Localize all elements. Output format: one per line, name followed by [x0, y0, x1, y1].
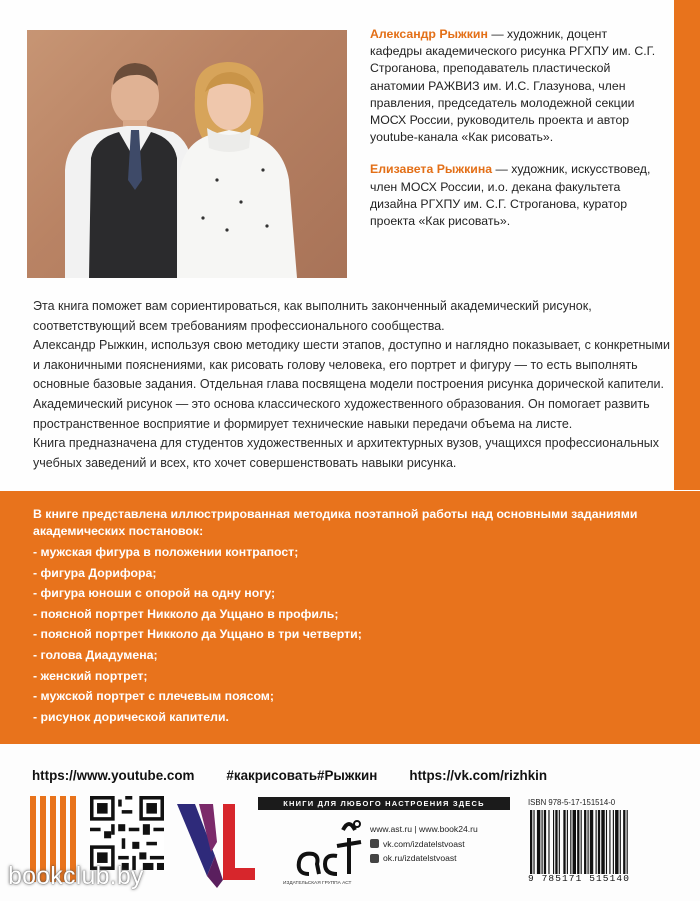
features-list — [33, 542, 362, 727]
watermark-logo: bookclub.by — [8, 862, 144, 890]
ok-publisher-link[interactable]: ok.ru/izdatelstvoast — [383, 853, 457, 863]
vk-link[interactable]: https://vk.com/rizhkin — [409, 768, 548, 783]
author2-text: — художник, искусствовед, член МОСХ России, и.о. декана факультета дизайна РГХПУ им. С.Г. Строганова, куратор проекта «Как рисовать». — [370, 162, 651, 229]
websites-text[interactable]: www.ast.ru | www.book24.ru — [370, 824, 478, 834]
publisher-contacts — [370, 822, 478, 866]
ok-row — [370, 851, 478, 866]
description-line: и лаконичными пояснениями, как рисовать голову человека, его портрет и фигуру — то есть выполнять — [33, 357, 638, 372]
features-panel — [0, 491, 700, 744]
authors-photo — [27, 30, 347, 278]
description-line: пространственное восприятие и формирует технические навыки передачи объема на листе. — [33, 416, 573, 431]
description-line: Академический рисунок — это основа классического художественного образования. Он помогает развить — [33, 396, 650, 411]
list-item: - поясной портрет Никколо да Уццано в три четверти; — [33, 627, 362, 642]
description-line: Александр Рыжкин, используя свою методику шести этапов, доступно и наглядно показывает, с конкретными — [33, 338, 670, 353]
vk-icon — [370, 839, 379, 848]
ast-logo-icon — [295, 816, 365, 880]
hashtag-text: #какрисовать#Рыжкин — [226, 768, 378, 783]
list-item: - женский портрет; — [33, 668, 148, 683]
description-line: Книга предназначена для студентов художественных и архитектурных вузов, учащихся профессиональных — [33, 436, 660, 451]
publisher-tagline: КНИГИ ДЛЯ ЛЮБОГО НАСТРОЕНИЯ ЗДЕСЬ — [258, 797, 510, 810]
list-item: - поясной портрет Никколо да Уццано в профиль; — [33, 606, 339, 621]
list-item: - фигура Дорифора; — [33, 565, 157, 580]
footer-links — [32, 768, 547, 783]
barcode-number: 9 785171 515140 — [528, 873, 631, 884]
websites-row — [370, 822, 478, 837]
list-item: - рисунок дорической капители. — [33, 709, 229, 724]
authors-bio — [370, 26, 660, 245]
author1-bio — [370, 26, 660, 146]
list-item: - голова Диадумена; — [33, 647, 158, 662]
publisher-footer — [0, 744, 700, 901]
qr-code-icon — [90, 796, 164, 870]
vk-publisher-link[interactable]: vk.com/izdatelstvoast — [383, 838, 465, 849]
features-intro: В книге представлена иллюстрированная методика поэтапной работы над основными заданиями академических постановок: — [33, 507, 638, 539]
author2-bio — [370, 161, 660, 230]
list-item: - фигура юноши с опорой на одну ногу; — [33, 586, 276, 601]
list-item: - мужская фигура в положении контрапост; — [33, 545, 299, 559]
isbn-text: ISBN 978-5-17-151514-0 — [528, 798, 616, 807]
ok-icon — [370, 854, 379, 863]
description-line: соответствующий всем требованиям профессионального сообщества. — [33, 318, 445, 333]
vk-row — [370, 837, 478, 852]
list-item: - мужской портрет с плечевым поясом; — [33, 689, 274, 704]
book-description — [33, 297, 673, 473]
youtube-link[interactable]: https://www.youtube.com — [32, 768, 195, 783]
author1-text: — художник, доцент кафедры академического рисунка РГХПУ им. С.Г. Строганова, преподаватель пластической анатомии РАЖВИЗ им. И.С. Глазунова, член правления, председатель молодежной секции МОСХ России, руководитель проекта и автор youtube-канала «Как рисовать». — [370, 27, 656, 145]
description-line: Эта книга поможет вам сориентироваться, как выполнить законченный академический рисунок, — [33, 299, 592, 313]
orange-edge-stripe — [674, 0, 700, 490]
publisher-vl-logo — [177, 804, 255, 888]
description-line: учебных заведений и всех, кто хочет совершенствовать навыки рисунка. — [33, 455, 457, 470]
barcode-icon — [528, 810, 668, 874]
author2-name: Елизавета Рыжкина — [370, 162, 493, 177]
description-line: основные базовые задания. Отдельная глава посвящена модели построения рисунка дорической капители. — [33, 377, 664, 392]
ast-caption: ИЗДАТЕЛЬСКАЯ ГРУППА АСТ — [283, 881, 352, 886]
author1-name: Александр Рыжкин — [370, 27, 488, 41]
